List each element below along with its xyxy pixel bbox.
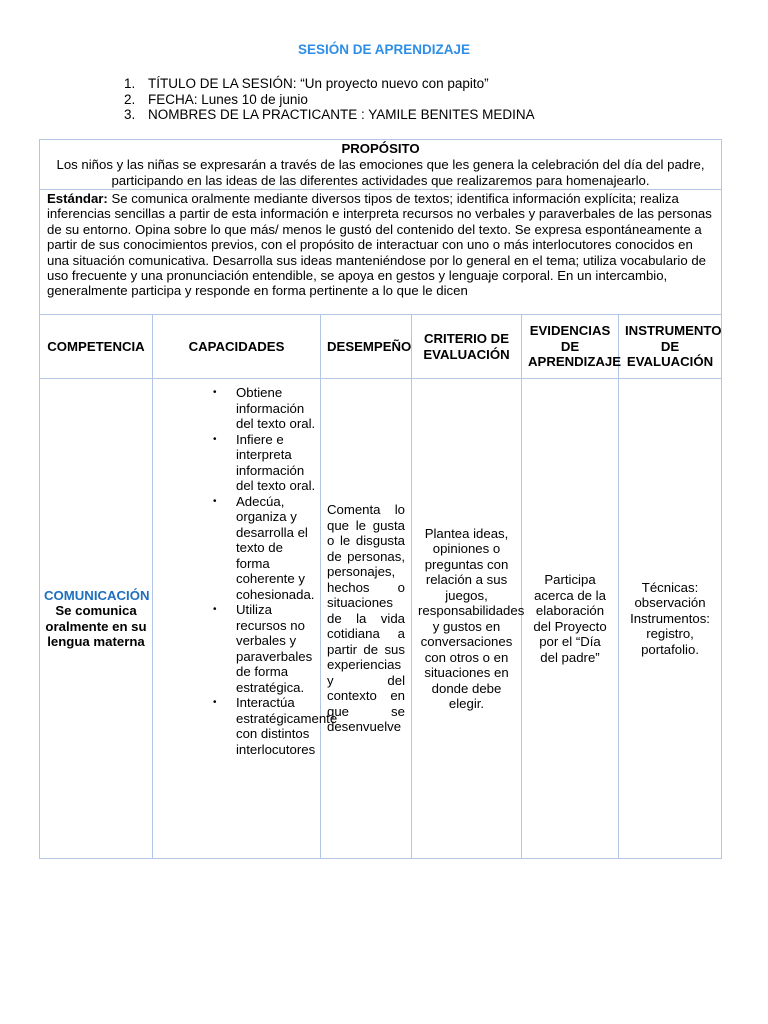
header-instrumento: INSTRUMENTO DE EVALUACIÓN [619,315,722,379]
list-item: • Adecúa, organiza y desarrolla el texto de forma coherente y cohesionada. [153,494,320,603]
list-number: 1. [124,76,136,91]
capacidades-cell [153,379,338,859]
competencia-cell [40,379,153,859]
proposito-heading: PROPÓSITO [341,141,420,156]
criterio-cell: Plantea ideas, opiniones o preguntas con relación a sus juegos, responsabilidades y gustos en conversaciones con otros o en situaciones en donde debe elegir. [412,379,522,859]
estandar-label: Estándar: [47,191,108,206]
list-item [124,92,535,108]
estandar-text: Se comunica oralmente mediante diversos tipos de textos; identifica información explícita; realiza inferencias sencillas a partir de esta información e interpreta recursos no verbales y paraverbales de las personas de su entorno. Opina sobre lo que más/ menos le gustó del contenido del texto. Se expresa espontáneamente a partir de sus conocimientos previos, con el propósito de interactuar con uno o más interlocutores conocidos en una situación comunicativa. Desarrolla sus ideas manteniéndose por lo general en el tema; utiliza vocabulario de uso frecuente y una pronunciación entendible, se apoya en gestos y lenguaje corporal. En un intercambio, generalmente participa y responde en forma pertinente a lo que le dicen [47,191,712,299]
proposito-text: Los niños y las niñas se expresarán a través de las emociones que les genera la celebración del día del padre, participando en las ideas de las diferentes actividades que realizaremos para homenajearlo. [56,157,705,188]
session-table [39,139,722,859]
evidencia-cell: Participa acerca de la elaboración del Proyecto por el “Día del padre” [522,379,619,859]
competencia-subtitle: Se comunica oralmente en su lengua materna [45,603,147,649]
instrumento-instrumentos: Instrumentos: registro, portafolio. [630,610,710,657]
session-date-line: FECHA: Lunes 10 de junio [148,91,308,107]
capacidades-list [153,385,338,757]
practicante-line: NOMBRES DE LA PRACTICANTE : YAMILE BENITES MEDINA [148,107,535,122]
estandar-cell [40,190,722,315]
proposito-cell [40,140,722,190]
competencia-title: COMUNICACIÓN [44,587,150,603]
list-number: 2. [124,91,136,107]
instrumento-cell [619,379,722,859]
list-item: • Utiliza recursos no verbales y paraverbales de forma estratégica. [153,602,320,695]
list-item: • Obtiene información del texto oral. [153,385,320,432]
header-evidencias: EVIDENCIAS DE APRENDIZAJE [522,315,619,379]
instrumento-tecnicas: Técnicas: observación [634,579,706,611]
session-info-list [124,76,535,123]
document-title: SESIÓN DE APRENDIZAJE [297,42,471,57]
session-title-line: TÍTULO DE LA SESIÓN: “Un proyecto nuevo con papito” [148,76,489,91]
list-item [124,107,535,123]
list-item: • Interactúa estratégicamente con distintos interlocutores [153,695,320,757]
list-item: • Infiere e interpreta información del texto oral. [153,432,320,494]
list-item [124,76,535,92]
header-desempeno: DESEMPEÑO [321,315,412,379]
header-capacidades: CAPACIDADES [153,315,321,379]
header-criterio: CRITERIO DE EVALUACIÓN [412,315,522,379]
list-number: 3. [124,107,136,122]
desempeno-cell: Comenta lo que le gusta o le disgusta de personas, personajes, hechos o situaciones de la vida cotidiana a partir de sus experiencias y del contexto en que se desenvuelve [321,379,412,859]
header-competencia: COMPETENCIA [40,315,153,379]
